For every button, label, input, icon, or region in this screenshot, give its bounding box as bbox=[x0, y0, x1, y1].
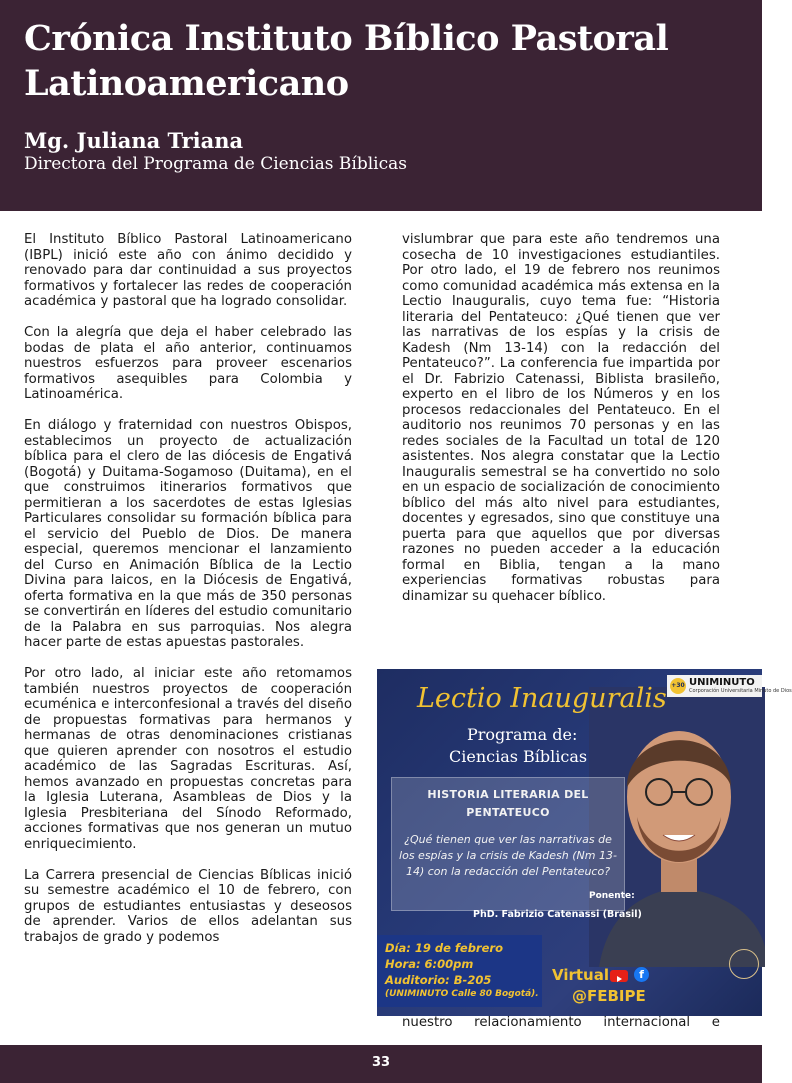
event-date: Día: 19 de febrero bbox=[385, 941, 503, 955]
continuation-text: nuestro relacionamiento internacional e bbox=[402, 1015, 720, 1030]
left-column bbox=[24, 232, 352, 961]
university-logo bbox=[667, 675, 792, 697]
logo-badge: +30 bbox=[670, 678, 686, 694]
paragraph: vislumbrar que para este año tendremos una cosecha de 10 investigaciones estudiantiles. Por otro lado, el 19 de febrero nos reunimos como comunidad académica más extensa en la Lectio Inauguralis, cuyo tema fue: “Historia literaria del Pentateuco: ¿Qué tienen que ver las narrativas de los espías y la crisis de Kadesh (Nm 13-14) con la redacción del Pentateuco?”. La conferencia fue impartida por el Dr. Fabrizio Catenassi, Biblista brasileño, experto en el libro de los Números y en los procesos redaccionales del Pentateuco. En el auditorio nos reunimos 70 personas y en las redes sociales de la Facultad un total de 120 asistentes. Nos alegra constatar que la Lectio Inauguralis semestral se ha convertido no solo en un espacio de socialización de conocimiento bíblico del más alto nivel para estudiantes, docentes y egresados, sino que constituye una puerta para que aquellos que por diversas razones no pueden acceder a la educación formal en Biblia, tengan a la mano experiencias formativas robustas para dinamizar su quehacer bíblico. bbox=[402, 232, 720, 604]
event-time: Hora: 6:00pm bbox=[385, 957, 474, 971]
virtual-label: Virtual bbox=[552, 966, 609, 984]
paragraph: Por otro lado, al iniciar este año retomamos también nuestros proyectos de cooperación ecuménica e interconfesional a través del diseño de propuestas formativas para hermanos y hermanas de otras denominaciones cristianas que quieren aprender con nosotros el estudio académico de las Sagradas Escrituras. Así, hemos avanzado en propuestas concretas para la Iglesia Luterana, Asambleas de Dios y la Iglesia Presbiteriana del Sínodo Reformado, acciones formativas que nos generan un mutuo enriquecimiento. bbox=[24, 666, 352, 852]
youtube-icon bbox=[610, 970, 628, 982]
paragraph: Con la alegría que deja el haber celebrado las bodas de plata el año anterior, continuamos nuestros esfuerzos para proveer escenarios formativos asequibles para Colombia y Latinoamérica. bbox=[24, 325, 352, 402]
topic-question: ¿Qué tienen que ver las narrativas de los espías y la crisis de Kadesh (Nm 13-14) con la redacción del Pentateuco? bbox=[399, 833, 617, 878]
header-banner bbox=[0, 0, 762, 211]
speaker-name: PhD. Fabrizio Catenassi (Brasil) bbox=[473, 909, 642, 920]
poster-heading: Lectio Inauguralis bbox=[417, 683, 667, 714]
right-column bbox=[402, 232, 720, 620]
event-room: Auditorio: B-205 bbox=[385, 973, 492, 987]
event-poster bbox=[377, 669, 792, 1016]
program-name: Ciencias Bíblicas bbox=[449, 747, 588, 766]
seal-icon bbox=[729, 949, 759, 979]
event-info-box bbox=[377, 935, 542, 1007]
event-place: (UNIMINUTO Calle 80 Bogotá). bbox=[385, 989, 539, 999]
article-title: Crónica Instituto Bíblico Pastoral Latinoamericano bbox=[24, 18, 669, 104]
paragraph: La Carrera presencial de Ciencias Bíblicas inició su semestre académico el 10 de febrero, con grupos de estudiantes entusiastas y deseosos de aprender. Varios de ellos adelantan sus trabajos de grado y podemos bbox=[24, 867, 352, 945]
paragraph: El Instituto Bíblico Pastoral Latinoamericano (IBPL) inició este año con ánimo decidido y renovado para dar continuidad a sus proyectos formativos y fortalecer las redes de cooperación académica y pastoral que ha logrado consolidar. bbox=[24, 232, 352, 309]
speaker-label: Ponente: bbox=[589, 891, 635, 901]
page-number: 33 bbox=[371, 1055, 391, 1070]
program-label: Programa de: bbox=[467, 725, 578, 744]
author-role: Directora del Programa de Ciencias Bíblicas bbox=[24, 154, 407, 174]
logo-subtitle: Corporación Universitaria Minuto de Dios bbox=[689, 688, 792, 694]
paragraph: En diálogo y fraternidad con nuestros Obispos, establecimos un proyecto de actualización bíblica para el clero de las diócesis de Engativá (Bogotá) y Duitama-Sogamoso (Duitama), en el que construimos itinerarios formativos que permitieran a los sacerdotes de estas Iglesias Particulares consolidar su formación bíblica para el servicio del Pueblo de Dios. De manera especial, queremos mencionar el lanzamiento del Curso en Animación Bíblica de la Lectio Divina para laicos, en la Diócesis de Engativá, oferta formativa en la que más de 350 personas se convertirán en líderes del estudio comunitario de la Palabra en sus parroquias. Nos alegra hacer parte de estas apuestas pastorales. bbox=[24, 418, 352, 650]
facebook-icon: f bbox=[634, 967, 649, 982]
topic-title: HISTORIA LITERARIA DEL PENTATEUCO bbox=[427, 788, 589, 819]
social-handle: @FEBIPE bbox=[572, 987, 646, 1005]
author-name: Mg. Juliana Triana bbox=[24, 128, 244, 153]
footer-bar bbox=[0, 1045, 762, 1083]
logo-name: UNIMINUTO bbox=[689, 677, 755, 688]
